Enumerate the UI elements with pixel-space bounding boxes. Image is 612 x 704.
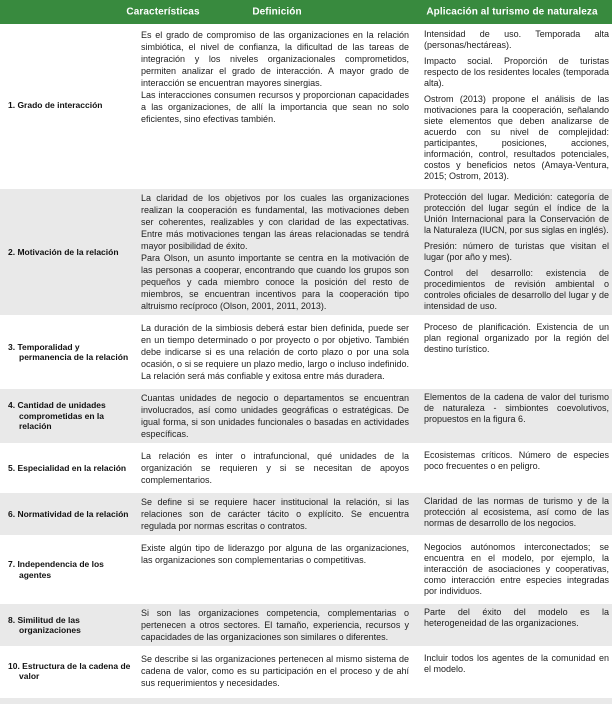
paragraph: Para Olson, un asunto importante se centra en la motivación de las personas a cooperar, encontrando que cuando los grupos son pequeños y cada miembro conoce la posición del resto de miembros, se encuentran incentivos para la cooperación tipo altruismo recíproco (Olson, 2001, 2011, 2013). bbox=[141, 253, 409, 311]
header-aplicacion: Aplicación al turismo de naturaleza bbox=[426, 6, 598, 18]
table-row bbox=[0, 604, 612, 646]
paragraph: Impacto social. Proporción de turistas respecto de los residentes locales (temporada alta). bbox=[424, 56, 609, 88]
cell-aplicacion bbox=[416, 604, 612, 646]
cell-caracteristica: 7. Independencia de los agentes bbox=[8, 559, 104, 580]
paragraph: Protección del lugar. Medición: categoría de protección del lugar según el índice de la Unión Internacional para la Conservación de la Naturaleza (IUCN, por sus siglas en inglés). bbox=[424, 192, 609, 235]
cell-caracteristica: 8. Similitud de las organizaciones bbox=[0, 604, 133, 646]
paragraph: Presión: número de turistas que visitan el lugar (por año y mes). bbox=[424, 241, 609, 262]
paragraph: Existe algún tipo de liderazgo por alguna de las organizaciones, las organizaciones son complementarias o competitivas. bbox=[141, 543, 409, 565]
paragraph: Elementos de la cadena de valor del turismo de naturaleza - simbiontes coevolutivos, propuestos en la figura 6. bbox=[424, 392, 609, 424]
paragraph: La relación es inter o intrafuncional, qué unidades de la organización se requieren y si se necesitan de apoyos complementarios. bbox=[141, 451, 409, 485]
cell-caracteristica: 10. Estructura de la cadena de valor bbox=[8, 660, 131, 681]
bottom-strip bbox=[0, 698, 612, 704]
cell-aplicacion bbox=[416, 493, 612, 535]
table-row bbox=[0, 447, 612, 489]
cell-aplicacion bbox=[416, 389, 612, 443]
paragraph: Claridad de las normas de turismo y de la protección al ecosistema, así como de las normas de desarrollo de los negocios. bbox=[424, 496, 609, 528]
paragraph: Se describe si las organizaciones pertenecen al mismo sistema de cadena de valor, como es su participación en el proceso y de ahí sus requerimientos y necesidades. bbox=[141, 654, 409, 688]
paragraph: Negocios autónomos interconectados; se encuentra en el modelo, por ejemplo, la interacción de asociaciones y cooperativas, como interacción entre especies integradas por individuos. bbox=[424, 542, 609, 596]
table-row bbox=[0, 26, 612, 185]
paragraph: Intensidad de uso. Temporada alta (personas/hectáreas). bbox=[424, 29, 609, 50]
paragraph: Incluir todos los agentes de la comunidad en el modelo. bbox=[424, 653, 609, 674]
cell-aplicacion bbox=[416, 26, 612, 185]
comparison-table bbox=[0, 22, 612, 696]
paragraph: Es el grado de compromiso de las organizaciones en la relación simbiótica, el nivel de confianza, la dificultad de las tareas de integración y los niveles organizacionales comprometidos, permiten analizar el grado de interacción. A mayor grado de interacción se encuentran mayores sinergias. bbox=[141, 30, 409, 88]
table-body bbox=[0, 26, 612, 692]
paragraph: Se define si se requiere hacer institucional la relación, si las relaciones son de carácter tácito o explícito. Se encuentra regulada por normas escritas o contratos. bbox=[141, 497, 409, 531]
table-row bbox=[0, 650, 612, 692]
cell-definicion bbox=[133, 650, 416, 692]
cell-aplicacion bbox=[416, 189, 612, 315]
cell-definicion bbox=[133, 26, 416, 185]
cell-aplicacion bbox=[416, 650, 612, 692]
paragraph: Si son las organizaciones competencia, complementarias o pertenecen a otros sectores. El tamaño, experiencia, recursos y capacidades de las organizaciones son similares o diferentes. bbox=[141, 608, 409, 642]
paragraph: Parte del éxito del modelo es la heterogeneidad de las organizaciones. bbox=[424, 607, 609, 628]
table-row bbox=[0, 189, 612, 315]
paragraph: Control del desarrollo: existencia de procedimientos de revisión ambiental o controles oficiales de desarrollo del lugar y de intensidad de uso. bbox=[424, 268, 609, 311]
table-row bbox=[0, 493, 612, 535]
paragraph: Proceso de planificación. Existencia de un plan regional organizado por la región del destino turístico. bbox=[424, 322, 609, 354]
cell-caracteristica: 2. Motivación de la relación bbox=[0, 189, 133, 315]
cell-caracteristica: 3. Temporalidad y permanencia de la relación bbox=[8, 341, 129, 362]
cell-caracteristica: 5. Especialidad en la relación bbox=[8, 462, 127, 473]
header-caracteristicas: Características bbox=[126, 6, 200, 18]
paragraph: Ostrom (2013) propone el análisis de las motivaciones para la cooperación, señalando siete elementos que deben analizarse de acuerdo con su nivel de complejidad: participantes, posiciones, acciones, información, control, resultados potenciales, costos y beneficios netos (Amaya-Ventura, 2015; Ostrom, 2013). bbox=[424, 94, 609, 181]
cell-definicion bbox=[133, 319, 416, 385]
table-row bbox=[0, 539, 612, 600]
cell-aplicacion bbox=[416, 319, 612, 385]
cell-definicion bbox=[133, 389, 416, 443]
paragraph: Cuantas unidades de negocio o departamentos se encuentran involucrados, así como unidades geográficas o estratégicas. De igual forma, si son unidades funcionales o basadas en actividades específicas. bbox=[141, 393, 409, 439]
paragraph: La duración de la simbiosis deberá estar bien definida, puede ser en un tiempo determinado o por proyecto o por objetivo. También debe indicarse si es una relación de corto plazo o por una sola ocasión, o si se requiere un plazo medio, largo o incluso indefinido. La relación será más confiable y exitosa entre más duradera. bbox=[141, 323, 409, 381]
table-row bbox=[0, 319, 612, 385]
cell-definicion bbox=[133, 604, 416, 646]
cell-definicion bbox=[133, 189, 416, 315]
cell-definicion bbox=[133, 447, 416, 489]
table-header bbox=[0, 0, 612, 24]
cell-caracteristica: 6. Normatividad de la relación bbox=[0, 493, 133, 535]
header-definicion: Definición bbox=[252, 6, 302, 18]
cell-aplicacion bbox=[416, 539, 612, 600]
table-row bbox=[0, 389, 612, 443]
paragraph: Las interacciones consumen recursos y proporcionan capacidades a las organizaciones, de allí la importancia que sean no solo eficientes, sino efectivas también. bbox=[141, 90, 409, 124]
paragraph: Ecosistemas críticos. Número de especies poco frecuentes o en peligro. bbox=[424, 450, 609, 471]
cell-definicion bbox=[133, 539, 416, 600]
paragraph: La claridad de los objetivos por los cuales las organizaciones realizan la cooperación es fundamental, las motivaciones deben ser coherentes, realizables y con claridad de las expectativas. Entre más motivaciones tengan las áreas relacionadas se tendrá mayor posibilidad de éxito. bbox=[141, 193, 409, 251]
cell-aplicacion bbox=[416, 447, 612, 489]
cell-caracteristica: 4. Cantidad de unidades comprometidas en la relación bbox=[0, 389, 133, 443]
cell-definicion bbox=[133, 493, 416, 535]
cell-caracteristica: 1. Grado de interacción bbox=[8, 100, 103, 111]
